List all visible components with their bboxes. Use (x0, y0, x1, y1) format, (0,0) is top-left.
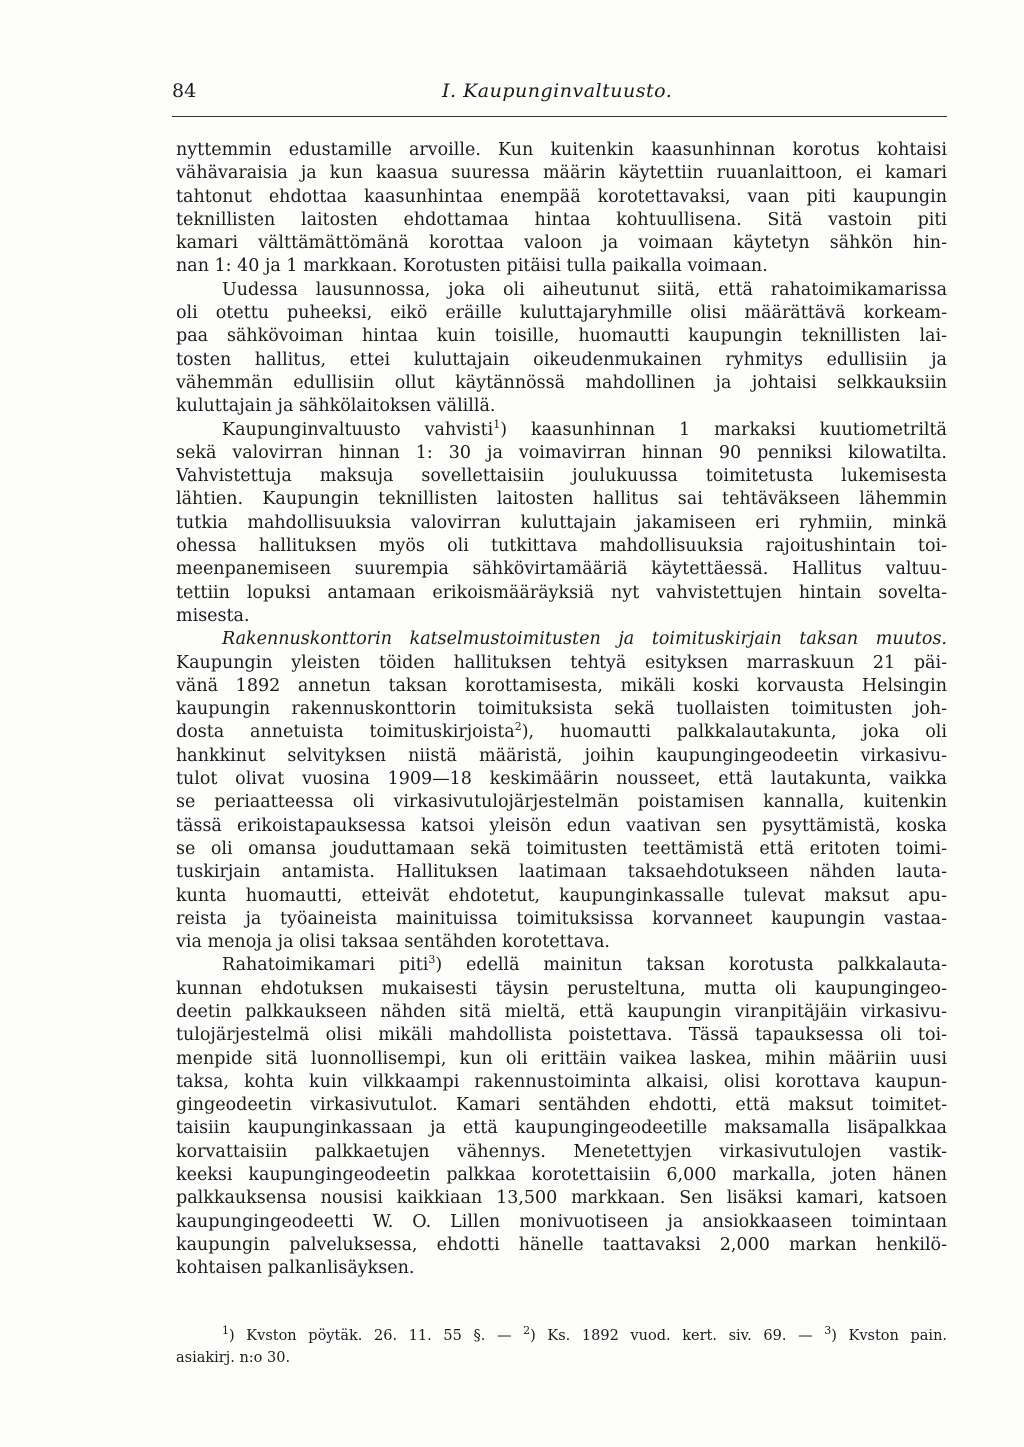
text-span: Kaupunginvaltuusto vahvisti (222, 419, 494, 440)
text-line: kunnan ehdotuksen mukaisesti täysin perusteltuna, mutta oli kaupungingeo- (176, 978, 947, 999)
footnote-line: asiakirj. n:o 30. (176, 1350, 291, 1366)
section-heading: Rakennuskonttorin katselmustoimitusten ja toimituskirjain taksan muutos. (222, 629, 947, 650)
text-line: tutkia mahdollisuuksia valovirran kuluttajain jakamiseen eri ryhmiin, minkä (176, 512, 947, 533)
text-line: Kaupungin yleisten töiden hallituksen tehtyä esityksen marraskuun 21 päi- (176, 652, 947, 673)
running-header (172, 80, 947, 112)
text-line: nyttemmin edustamille arvoille. Kun kuitenkin kaasunhinnan korotus kohtaisi (176, 140, 947, 160)
text-line: gingeodeetin virkasivutulot. Kamari sentähden ehdotti, että maksut toimitet- (176, 1095, 947, 1116)
page-number: 84 (172, 80, 197, 102)
text-line: kaupungin rakennuskonttorin toimituksista sekä tuollaisten toimitusten joh- (176, 699, 947, 720)
text-line: tosten hallitus, ettei kuluttajain oikeudenmukainen ryhmitys edullisiin ja (176, 349, 947, 370)
text-line: vänä 1892 annetun taksan korottamisesta, mikäli koski korvausta Helsingin (176, 675, 947, 696)
text-line: tettiin lopuksi antamaan erikoismääräyksiä nyt vahvistettujen hintain sovelta- (176, 582, 947, 603)
text-line: tulot olivat vuosina 1909—18 keskimäärin nousseet, että lautakunta, vaikka (176, 769, 947, 790)
text-line: tulojärjestelmä olisi mikäli mahdollista poistettava. Tässä tapauksessa oli toi- (176, 1025, 947, 1046)
text-line: ohessa hallituksen myös oli tutkittava mahdollisuuksia rajoitushintain toi- (176, 536, 947, 557)
text-span: ) kaasunhinnan 1 markaksi kuutiometriltä (500, 419, 947, 440)
body-text (176, 139, 947, 1281)
text-line (176, 419, 947, 442)
footnote-marker: 3 (824, 1325, 832, 1338)
text-line: nan 1: 40 ja 1 markkaan. Korotusten pitäisi tulla paikalla voimaan. (176, 256, 768, 277)
text-line: kaupungingeodeetti W. O. Lillen monivuotiseen ja ansiokkaaseen toimintaan (176, 1211, 947, 1232)
text-line: teknillisten laitosten ehdottamaa hintaa kohtuullisena. Sitä vastoin piti (176, 209, 947, 230)
text-line: lähtien. Kaupungin teknillisten laitosten hallitus sai tehtäväkseen lähemmin (176, 489, 947, 510)
running-title: I. Kaupunginvaltuusto. (442, 80, 673, 102)
text-line: korvattaisiin palkkaetujen vähennys. Menetettyjen virkasivutulojen vastik- (176, 1141, 947, 1162)
text-line: kuluttajain ja sähkölaitoksen välillä. (176, 396, 496, 417)
text-line: hankkinut selvityksen niistä määristä, joihin kaupungingeodeetin virkasivu- (176, 745, 947, 766)
footnotes (176, 1325, 947, 1369)
text-line: misesta. (176, 605, 250, 626)
text-line: taksa, kohta kuin vilkkaampi rakennustoiminta alkaisi, olisi korottava kaupun- (176, 1071, 947, 1092)
section-heading-line (176, 628, 947, 651)
text-line: kohtaisen palkanlisäyksen. (176, 1258, 415, 1279)
text-line: reista ja työaineista mainituissa toimituksissa korvanneet kaupungin vastaa- (176, 908, 947, 929)
footnote-ref: 3 (428, 954, 436, 967)
footnote-marker: 2 (523, 1325, 531, 1338)
text-line: Uudessa lausunnossa, joka oli aiheutunut siitä, että rahatoimikamarissa (222, 279, 947, 300)
text-span: ), huomautti palkkalautakunta, joka oli (521, 722, 947, 743)
text-line: vähemmän edullisiin ollut käytännössä mahdollinen ja johtaisi selkkauksiin (176, 372, 947, 393)
text-line: Vahvistettuja maksuja sovellettaisiin joulukuussa toimitetusta lukemisesta (176, 466, 947, 487)
footnote-text: ) Ks. 1892 vuod. kert. siv. 69. — (530, 1328, 825, 1344)
text-line (176, 954, 947, 977)
footnote-text: ) Kvston pain. (831, 1328, 947, 1344)
text-line: taisiin kaupunginkassaan ja että kaupungingeodeetille maksamalla lisäpalkkaa (176, 1118, 947, 1139)
text-line: kamari välttämättömänä korottaa valoon ja voimaan käytetyn sähkön hin- (176, 233, 947, 254)
text-line: palkkauksensa nousisi kaikkiaan 13,500 markkaan. Sen lisäksi kamari, katsoen (176, 1188, 947, 1209)
text-line: via menoja ja olisi taksaa sentähden korotettava. (176, 932, 610, 953)
text-line: meenpanemiseen suurempia sähkövirtamääriä käytettäessä. Hallitus valtuu- (176, 559, 947, 580)
footnote-ref: 2 (514, 721, 522, 734)
text-line: tahtonut ehdottaa kaasunhintaa enempää korotettavaksi, vaan piti kaupungin (176, 186, 947, 207)
text-line: vähävaraisia ja kun kaasua suuressa määrin käytettiin ruuanlaittoon, ei kamari (176, 163, 947, 184)
text-line: keeksi kaupungingeodeetin palkkaa korotettaisiin 6,000 markalla, joten hänen (176, 1165, 947, 1186)
text-line: deetin palkkaukseen nähden sitä mieltä, että kaupungin viranpitäjäin virkasivu- (176, 1001, 947, 1022)
text-line (176, 721, 947, 744)
footnote-ref: 1 (493, 418, 501, 431)
text-line: tuskirjain antamista. Hallituksen laatimaan taksaehdotukseen nähden lauta- (176, 862, 947, 883)
text-line: oli otettu puheeksi, eikö eräille kuluttajaryhmille olisi määrättävä korkeam- (176, 303, 947, 324)
header-rule (172, 116, 947, 117)
text-line: paa sähkövoiman hintaa kuin toisille, huomautti kaupungin teknillisten lai- (176, 326, 947, 347)
text-line: sekä valovirran hinnan 1: 30 ja voimavirran hinnan 90 penniksi kilowatilta. (176, 442, 947, 463)
footnote-text: ) Kvston pöytäk. 26. 11. 55 §. — (229, 1328, 524, 1344)
text-line: se oli omansa jouduttamaan sekä toimitusten teettämistä että eritoten toimi- (176, 838, 947, 859)
text-line: kunta huomautti, etteivät ehdotetut, kaupunginkassalle tulevat maksut apu- (176, 885, 947, 906)
text-line: se periaatteessa oli virkasivutulojärjestelmän poistamisen kannalla, kuitenkin (176, 792, 947, 813)
text-line: kaupungin palveluksessa, ehdotti hänelle taattavaksi 2,000 markan henkilö- (176, 1234, 947, 1255)
footnote-marker: 1 (222, 1325, 229, 1338)
text-span: dosta annetuista toimituskirjoista (176, 722, 515, 743)
text-line: tässä erikoistapauksessa katsoi yleisön edun vaativan sen pysyttämistä, koska (176, 815, 947, 836)
text-span: Rahatoimikamari piti (222, 955, 429, 976)
text-line: menpide sitä luonnollisempi, kun oli erittäin vaikea laskea, mihin määriin uusi (176, 1048, 947, 1069)
text-span: ) edellä mainitun taksan korotusta palkkalauta- (435, 955, 947, 976)
footnote-line (176, 1325, 947, 1347)
